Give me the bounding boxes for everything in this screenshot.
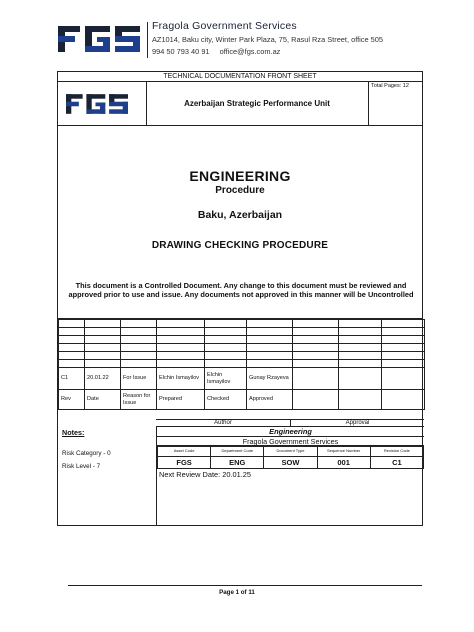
column-header: Date xyxy=(85,390,121,410)
column-header: Department Code xyxy=(211,447,264,457)
column-header: Revision Code xyxy=(370,447,423,457)
document-location: Baku, Azerbaijan xyxy=(197,209,283,221)
column-header: Approved xyxy=(247,390,293,410)
letterhead-contacts xyxy=(152,47,280,56)
document-code-table xyxy=(157,446,424,469)
risk-level: Risk Level - 7 xyxy=(62,463,101,470)
table-row xyxy=(59,344,425,352)
column-header: Asset Code xyxy=(158,447,211,457)
fgs-logo xyxy=(66,94,128,114)
title-block xyxy=(58,126,422,319)
sequence-number: 001 xyxy=(317,457,370,469)
date-cell: 20.01.22 xyxy=(85,368,121,390)
notes-label: Notes: xyxy=(62,428,85,437)
document-type: ENGINEERING xyxy=(189,168,291,184)
letterhead-company: Fragola Government Services xyxy=(152,20,297,32)
document-code-block xyxy=(156,427,424,526)
table-row xyxy=(59,336,425,344)
letterhead-phone: 994 50 793 40 91 xyxy=(152,47,210,56)
risk-category: Risk Category - 0 xyxy=(62,450,111,457)
column-header: Checked xyxy=(205,390,247,410)
table-header-row xyxy=(158,447,424,457)
discipline-label: Engineering xyxy=(157,427,424,437)
asset-code: FGS xyxy=(158,457,211,469)
approval-label: Approval xyxy=(345,420,370,426)
footer-divider xyxy=(68,585,422,586)
letterhead-divider xyxy=(147,22,148,58)
unit-name: Azerbaijan Strategic Performance Unit xyxy=(184,99,330,108)
fgs-logo xyxy=(58,26,140,52)
table-row xyxy=(59,320,425,328)
column-header: Reason for Issue xyxy=(121,390,157,410)
table-row xyxy=(59,328,425,336)
reason-cell: For Issue xyxy=(121,368,157,390)
page-number: Page 1 of 11 xyxy=(219,589,255,596)
table-row xyxy=(59,368,425,390)
column-header: Rev xyxy=(59,390,85,410)
approved-cell: Gunay Rzayeva xyxy=(247,368,293,390)
revision-code: C1 xyxy=(370,457,423,469)
table-row xyxy=(59,352,425,360)
total-pages: Total Pages: 12 xyxy=(371,83,409,89)
prepared-cell: Elchin Ismayilov xyxy=(157,368,205,390)
revision-table xyxy=(58,319,425,410)
checked-cell: Elchin Ismayilov xyxy=(205,368,247,390)
column-header: Document Type xyxy=(264,447,317,457)
column-header: Sequence Number xyxy=(317,447,370,457)
letterhead-address: AZ1014, Baku city, Winter Park Plaza, 75, Rasul Rza Street, office 505 xyxy=(152,35,383,44)
table-header-row xyxy=(59,390,425,410)
company-label: Fragola Government Services xyxy=(157,437,424,446)
table-row xyxy=(158,457,424,469)
author-label: Author xyxy=(214,420,232,426)
front-sheet xyxy=(57,71,423,526)
table-row xyxy=(59,360,425,368)
sheet-header xyxy=(58,82,422,126)
next-review-date: Next Review Date: 20.01.25 xyxy=(159,470,252,479)
author-approval-row xyxy=(156,419,424,427)
document-type-code: SOW xyxy=(264,457,317,469)
document-subtype: Procedure xyxy=(215,185,265,196)
department-code: ENG xyxy=(211,457,264,469)
rev-cell: C1 xyxy=(59,368,85,390)
controlled-document-note: This document is a Controlled Document. Any change to this document must be reviewed and approved prior to use and issue. Any documents not approved in this manner will be Uncontrolled xyxy=(68,281,414,299)
header-divider xyxy=(368,82,369,126)
letterhead-email: office@fgs.com.az xyxy=(219,47,281,56)
column-header: Prepared xyxy=(157,390,205,410)
front-sheet-title: TECHNICAL DOCUMENTATION FRONT SHEET xyxy=(58,72,422,82)
document-title: DRAWING CHECKING PROCEDURE xyxy=(151,240,329,251)
